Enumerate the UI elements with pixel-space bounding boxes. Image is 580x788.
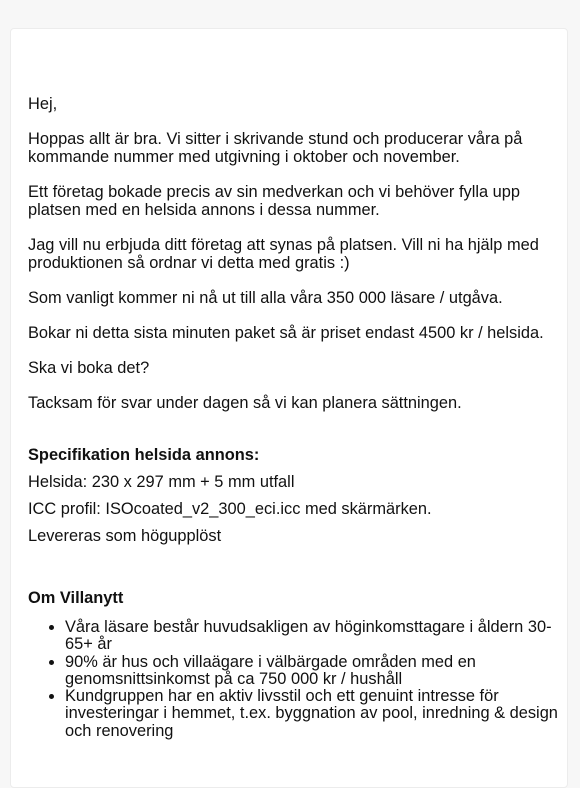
paragraph-cancellation: Ett företag bokade precis av sin medverkan och vi behöver fylla upp platsen med en helsida annons i dessa nummer.: [28, 183, 520, 219]
spec-line-size: Helsida: 230 x 297 mm + 5 mm utfall: [28, 473, 295, 491]
paragraph-price: Bokar ni detta sista minuten paket så är priset endast 4500 kr / helsida.: [28, 324, 544, 342]
spec-line-delivery: Levereras som högupplöst: [28, 527, 222, 545]
spec-title: Specifikation helsida annons:: [28, 446, 260, 464]
list-item: • Våra läsare består huvudsakligen av höginkomsttagare i åldern 30-65+ år: [65, 619, 558, 654]
greeting: Hej,: [28, 95, 58, 113]
list-item: • Kundgruppen har en aktiv livsstil och ett genuint intresse för investeringar i hemmet, t.ex. byggnation av pool, inredning & design och renovering: [65, 688, 558, 740]
email-card: [10, 28, 568, 788]
about-list: [28, 619, 558, 740]
list-item: • 90% är hus och villaägare i välbärgade områden med en genomsnittsinkomst på ca 750 000 kr / hushåll: [65, 654, 558, 689]
spec-line-icc: ICC profil: ISOcoated_v2_300_eci.icc med skärmärken.: [28, 500, 432, 518]
email-body: [28, 95, 558, 740]
paragraph-thanks: Tacksam för svar under dagen så vi kan planera sättningen.: [28, 394, 462, 412]
paragraph-question: Ska vi boka det?: [28, 359, 150, 377]
paragraph-offer: Jag vill nu erbjuda ditt företag att synas på platsen. Vill ni ha hjälp med produktionen så ordnar vi detta med gratis :): [28, 236, 539, 272]
about-title: Om Villanytt: [28, 589, 124, 607]
paragraph-reach: Som vanligt kommer ni nå ut till alla våra 350 000 läsare / utgåva.: [28, 289, 503, 307]
paragraph-intro: Hoppas allt är bra. Vi sitter i skrivande stund och producerar våra på kommande nummer med utgivning i oktober och november.: [28, 130, 523, 166]
